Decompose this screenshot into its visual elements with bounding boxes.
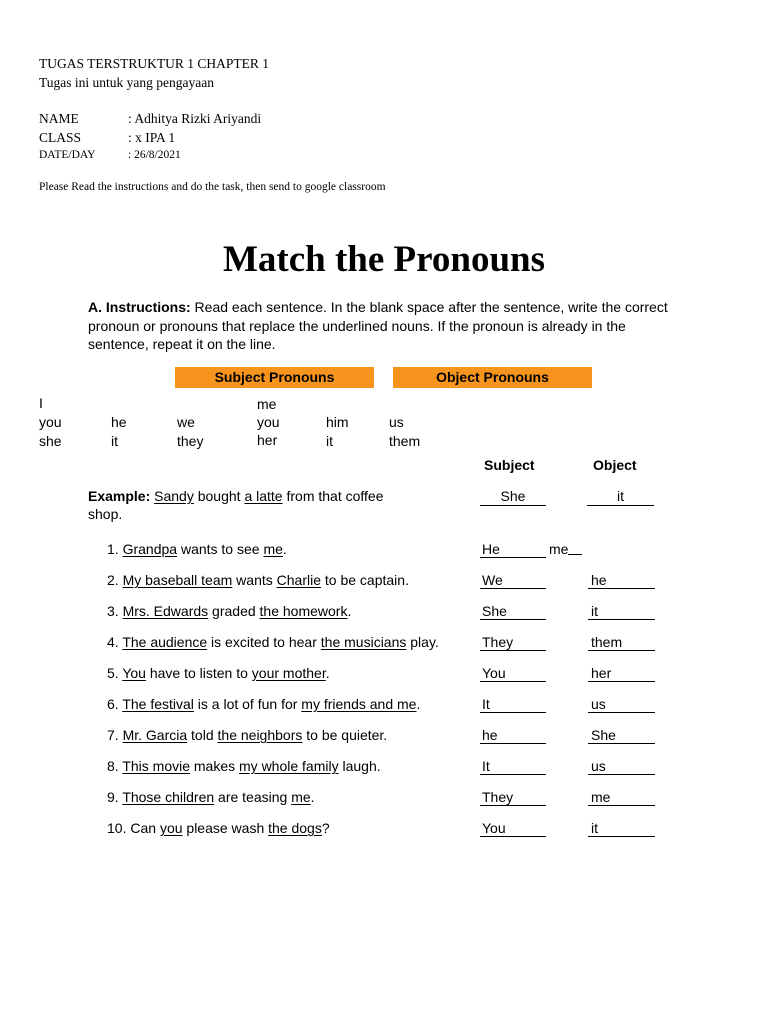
subject-answer: It: [480, 696, 546, 713]
exercise-item: [107, 758, 381, 774]
pronoun-word: her: [257, 432, 278, 448]
sentence-text: have to listen to: [145, 665, 252, 681]
subject-answer: he: [480, 727, 546, 744]
sentence-text: wants to see: [177, 541, 264, 557]
item-number: 1.: [107, 541, 123, 557]
item-number: 3.: [107, 603, 123, 619]
sentence-text: .: [325, 665, 330, 681]
underlined-noun: Charlie: [276, 572, 322, 588]
sentence-text: told: [187, 727, 218, 743]
assignment-title: TUGAS TERSTRUKTUR 1 CHAPTER 1: [39, 56, 270, 71]
subject-answer: He: [480, 541, 546, 558]
pronoun-word: them: [389, 433, 421, 449]
item-number: 6.: [107, 696, 123, 712]
object-answer: he: [588, 572, 655, 589]
subject-answer: We: [480, 572, 546, 589]
object-column-header: Object: [593, 457, 637, 473]
answer-line: [568, 541, 582, 555]
underlined-noun: Mrs. Edwards: [122, 603, 209, 619]
class-value: : x IPA 1: [128, 130, 176, 145]
underlined-noun: Grandpa: [122, 541, 178, 557]
underlined-noun: me: [263, 541, 283, 557]
sentence-text: Can: [130, 820, 160, 836]
pronoun-word: I: [39, 395, 43, 411]
instructions-text: Read each sentence. In the blank space after the sentence, write the correct pronoun or pronouns that replace the underlined nouns. If the pronoun is already in the sentence, repeat it on the line.: [88, 299, 668, 352]
underlined-noun: You: [122, 665, 146, 681]
sentence-text: .: [282, 541, 287, 557]
item-number: 5.: [107, 665, 123, 681]
sentence-text: graded: [208, 603, 260, 619]
sentence-text: play.: [406, 634, 439, 650]
instructions-label: A. Instructions:: [88, 299, 191, 315]
sentence-text: is excited to hear: [207, 634, 321, 650]
example-text: from that coffee: [282, 488, 384, 504]
sentence-text: .: [416, 696, 421, 712]
underlined-noun: you: [159, 820, 183, 836]
item-number: 2.: [107, 572, 123, 588]
underlined-noun: me: [291, 789, 311, 805]
object-answer: them: [588, 634, 655, 651]
underlined-noun: Those children: [122, 789, 215, 805]
underlined-noun: The festival: [122, 696, 194, 712]
underlined-noun: Mr. Garcia: [122, 727, 188, 743]
exercise-item: [107, 572, 409, 588]
sentence-text: wants: [232, 572, 277, 588]
object-answer: She: [588, 727, 655, 744]
pronoun-word: you: [257, 414, 280, 430]
underlined-noun: your mother: [251, 665, 326, 681]
pronoun-word: him: [326, 414, 349, 430]
page-title: Match the Pronouns: [222, 239, 546, 280]
sentence-text: ?: [321, 820, 330, 836]
sentence-text: makes: [190, 758, 240, 774]
pronoun-word: she: [39, 433, 62, 449]
exercise-item: [107, 789, 315, 805]
pronoun-word: it: [326, 433, 333, 449]
instruction-note: Please Read the instructions and do the task, then send to google classroom: [39, 181, 386, 193]
item-number: 8.: [107, 758, 123, 774]
pronoun-word: us: [389, 414, 404, 430]
sentence-text: to be quieter.: [302, 727, 388, 743]
exercise-item: [107, 541, 287, 557]
exercise-item: [107, 727, 387, 743]
sentence-text: laugh.: [338, 758, 381, 774]
pronoun-word: we: [177, 414, 195, 430]
subject-answer: You: [480, 820, 546, 837]
example-subject-answer: She: [480, 488, 546, 506]
example-label: Example:: [88, 488, 151, 504]
class-label: CLASS: [39, 130, 82, 145]
name-label: NAME: [39, 111, 79, 126]
example-sentence: [88, 488, 384, 504]
object-answer: me: [588, 789, 655, 806]
sentence-text: please wash: [182, 820, 269, 836]
date-value: : 26/8/2021: [128, 149, 181, 161]
item-number: 9.: [107, 789, 123, 805]
underlined-noun: my whole family: [239, 758, 339, 774]
pronoun-word: he: [111, 414, 127, 430]
name-value: : Adhitya Rizki Ariyandi: [128, 111, 262, 126]
object-answer: her: [588, 665, 655, 682]
underlined-noun: This movie: [122, 758, 190, 774]
pronoun-word: me: [257, 396, 277, 412]
underlined-noun: the musicians: [320, 634, 407, 650]
assignment-subtitle: Tugas ini untuk yang pengayaan: [39, 75, 214, 90]
example-underlined-noun: Sandy: [154, 488, 194, 504]
underlined-noun: my friends and me: [301, 696, 417, 712]
subject-column-header: Subject: [484, 457, 535, 473]
object-pronouns-header: Object Pronouns: [393, 367, 592, 388]
object-answer: us: [588, 696, 655, 713]
subject-pronouns-header: Subject Pronouns: [175, 367, 374, 388]
sentence-text: are teasing: [214, 789, 292, 805]
item-number: 4.: [107, 634, 123, 650]
example-text: bought: [193, 488, 245, 504]
sentence-text: is a lot of fun for: [193, 696, 302, 712]
example-underlined-noun: a latte: [244, 488, 283, 504]
underlined-noun: the neighbors: [217, 727, 303, 743]
pronoun-word: you: [39, 414, 62, 430]
exercise-item: [107, 603, 351, 619]
sentence-text: .: [310, 789, 315, 805]
sentence-text: .: [347, 603, 352, 619]
subject-answer: She: [480, 603, 546, 620]
instructions-paragraph: [88, 298, 680, 354]
pronoun-word: it: [111, 433, 118, 449]
object-answer: it: [588, 820, 655, 837]
object-answer: it: [588, 603, 655, 620]
underlined-noun: the homework: [259, 603, 348, 619]
date-label: DATE/DAY: [39, 149, 96, 161]
pronoun-word: they: [177, 433, 204, 449]
object-answer: us: [588, 758, 655, 775]
exercise-item: [107, 696, 420, 712]
subject-answer: They: [480, 789, 546, 806]
sentence-text: to be captain.: [321, 572, 409, 588]
item-number: 7.: [107, 727, 123, 743]
exercise-item: [107, 665, 330, 681]
subject-answer: It: [480, 758, 546, 775]
object-answer: [549, 541, 589, 558]
item-number: 10.: [107, 820, 131, 836]
exercise-item: [107, 634, 439, 650]
subject-answer: They: [480, 634, 546, 651]
underlined-noun: My baseball team: [122, 572, 233, 588]
underlined-noun: The audience: [122, 634, 208, 650]
underlined-noun: the dogs: [268, 820, 322, 836]
example-object-answer: it: [587, 488, 654, 506]
example-sentence-continued: shop.: [88, 506, 123, 522]
exercise-item: [107, 820, 330, 836]
object-answer-text: me: [549, 541, 569, 557]
subject-answer: You: [480, 665, 546, 682]
